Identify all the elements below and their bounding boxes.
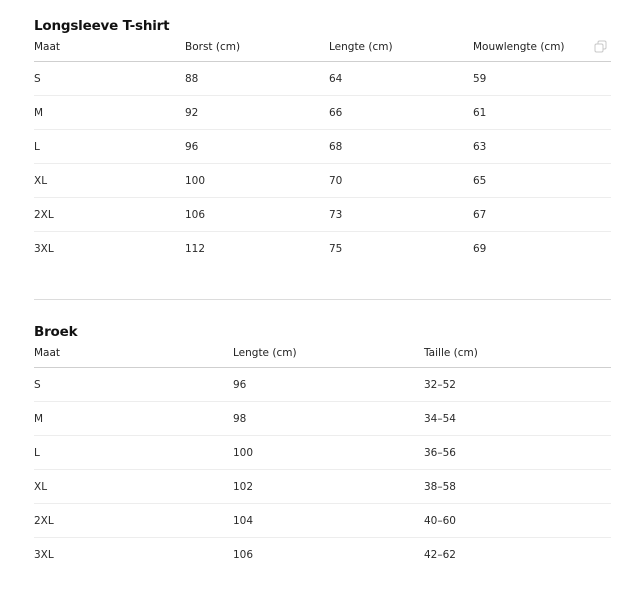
table-row: [34, 164, 611, 198]
table-row: [34, 96, 611, 130]
size-table-longsleeve: [34, 16, 611, 265]
table-row: [34, 232, 611, 265]
cell-lengte: 104: [233, 515, 254, 527]
cell-lengte: 100: [233, 447, 254, 459]
column-header: Mouwlengte (cm): [473, 41, 565, 53]
copy-icon[interactable]: [594, 40, 607, 53]
cell-taille: 42–62: [424, 549, 456, 561]
column-header: Borst (cm): [185, 41, 241, 53]
cell-borst: 112: [185, 243, 206, 255]
cell-maat: XL: [34, 175, 48, 187]
table-row: [34, 198, 611, 232]
cell-mouwlengte: 63: [473, 141, 487, 153]
column-header: Lengte (cm): [329, 41, 393, 53]
cell-borst: 100: [185, 175, 206, 187]
cell-maat: 3XL: [34, 243, 54, 255]
column-header: Taille (cm): [424, 347, 478, 359]
cell-maat: M: [34, 107, 44, 119]
cell-lengte: 68: [329, 141, 343, 153]
cell-maat: L: [34, 141, 40, 153]
cell-mouwlengte: 65: [473, 175, 487, 187]
cell-lengte: 98: [233, 413, 247, 425]
table-row: [34, 402, 611, 436]
cell-maat: XL: [34, 481, 48, 493]
cell-lengte: 96: [233, 379, 247, 391]
cell-maat: L: [34, 447, 40, 459]
cell-taille: 38–58: [424, 481, 456, 493]
column-header: Maat: [34, 41, 61, 53]
cell-maat: S: [34, 73, 41, 85]
cell-borst: 96: [185, 141, 199, 153]
cell-taille: 34–54: [424, 413, 456, 425]
cell-maat: 2XL: [34, 209, 54, 221]
cell-borst: 106: [185, 209, 206, 221]
cell-lengte: 70: [329, 175, 343, 187]
section-divider: [34, 299, 611, 300]
cell-lengte: 106: [233, 549, 254, 561]
table-header: [34, 342, 611, 368]
cell-maat: 2XL: [34, 515, 54, 527]
cell-taille: 36–56: [424, 447, 456, 459]
table-row: [34, 538, 611, 571]
cell-lengte: 73: [329, 209, 343, 221]
cell-lengte: 75: [329, 243, 343, 255]
cell-taille: 32–52: [424, 379, 456, 391]
table-row: [34, 436, 611, 470]
size-table-broek: [34, 322, 611, 571]
cell-maat: S: [34, 379, 41, 391]
cell-mouwlengte: 69: [473, 243, 487, 255]
cell-lengte: 102: [233, 481, 254, 493]
table-row: [34, 504, 611, 538]
cell-borst: 88: [185, 73, 199, 85]
table-row: [34, 130, 611, 164]
cell-lengte: 64: [329, 73, 343, 85]
cell-maat: M: [34, 413, 44, 425]
table-row: [34, 470, 611, 504]
table-row: [34, 368, 611, 402]
table-title: Longsleeve T-shirt: [34, 18, 170, 34]
table-row: [34, 62, 611, 96]
cell-mouwlengte: 61: [473, 107, 487, 119]
table-title: Broek: [34, 324, 78, 340]
cell-mouwlengte: 59: [473, 73, 487, 85]
cell-mouwlengte: 67: [473, 209, 487, 221]
cell-borst: 92: [185, 107, 199, 119]
column-header: Lengte (cm): [233, 347, 297, 359]
cell-lengte: 66: [329, 107, 343, 119]
column-header: Maat: [34, 347, 61, 359]
cell-taille: 40–60: [424, 515, 456, 527]
cell-maat: 3XL: [34, 549, 54, 561]
table-header: [34, 36, 611, 62]
